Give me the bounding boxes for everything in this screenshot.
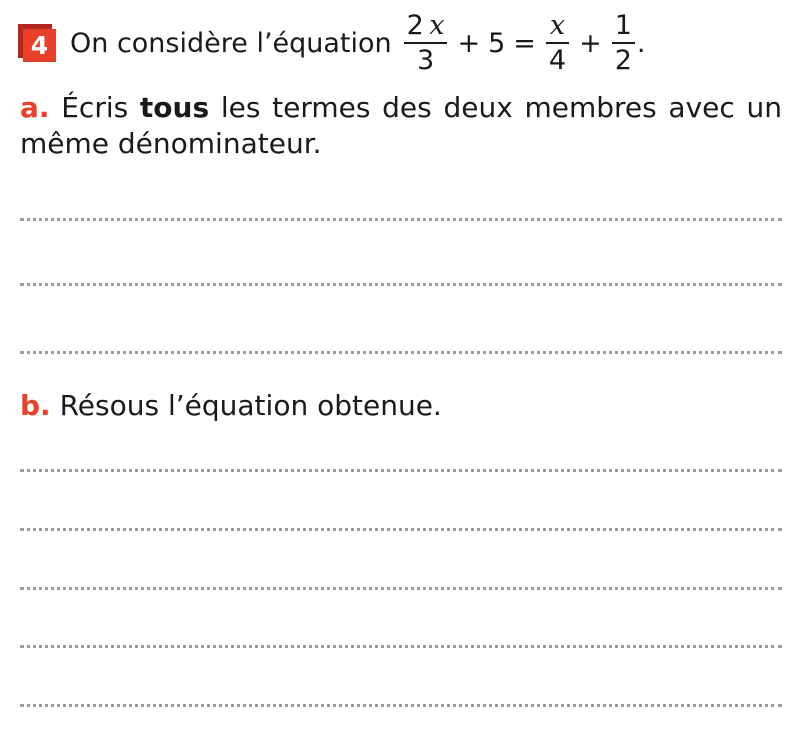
- answer-line-b-5[interactable]: [20, 704, 782, 707]
- exercise-number: 4: [23, 29, 56, 62]
- answer-line-b-3[interactable]: [20, 587, 782, 590]
- part-b-label: b.: [20, 389, 51, 422]
- part-a-emphasis: tous: [139, 91, 210, 124]
- fraction-denominator: 3: [416, 45, 435, 76]
- fraction-denominator: 4: [548, 45, 567, 76]
- plus-operator: +: [579, 27, 602, 59]
- fraction-numerator: x: [549, 10, 566, 41]
- fraction-x-over-4: [546, 10, 569, 76]
- variable-x: x: [429, 10, 445, 41]
- answer-line-b-1[interactable]: [20, 469, 782, 472]
- part-a-instruction: [20, 90, 782, 162]
- fraction-numerator: [404, 10, 448, 41]
- fraction-numerator: 1: [614, 10, 632, 41]
- answer-line-b-4[interactable]: [20, 645, 782, 648]
- fraction-bar: [612, 42, 635, 44]
- exercise-number-badge: [18, 24, 56, 62]
- part-a-label: a.: [20, 91, 50, 124]
- equation: [402, 10, 646, 76]
- answer-line-a-2[interactable]: [20, 283, 782, 286]
- fraction-2x-over-3: [404, 10, 448, 76]
- part-b-instruction: [20, 388, 782, 424]
- plus-operator: +: [457, 27, 481, 59]
- part-b-text: Résous l’équation obtenue.: [59, 389, 442, 422]
- constant-term: 5: [488, 27, 506, 59]
- part-a-text-before: Écris: [61, 91, 129, 124]
- fraction-bar: [546, 42, 569, 44]
- answer-line-b-2[interactable]: [20, 528, 782, 531]
- statement-text: On considère l’équation: [70, 27, 392, 59]
- exercise-header: [18, 8, 788, 78]
- fraction-1-over-2: [612, 10, 635, 76]
- fraction-denominator: 2: [614, 45, 632, 76]
- part-a-text-after: les termes des deux membres avec un même dénominateur.: [20, 91, 782, 160]
- exercise-statement: [70, 8, 646, 78]
- numerator-coefficient: 2: [406, 10, 424, 41]
- answer-line-a-1[interactable]: [20, 218, 782, 221]
- fraction-bar: [404, 42, 448, 44]
- equation-end-period: .: [636, 27, 646, 59]
- answer-line-a-3[interactable]: [20, 351, 782, 354]
- equals-sign: =: [513, 27, 536, 59]
